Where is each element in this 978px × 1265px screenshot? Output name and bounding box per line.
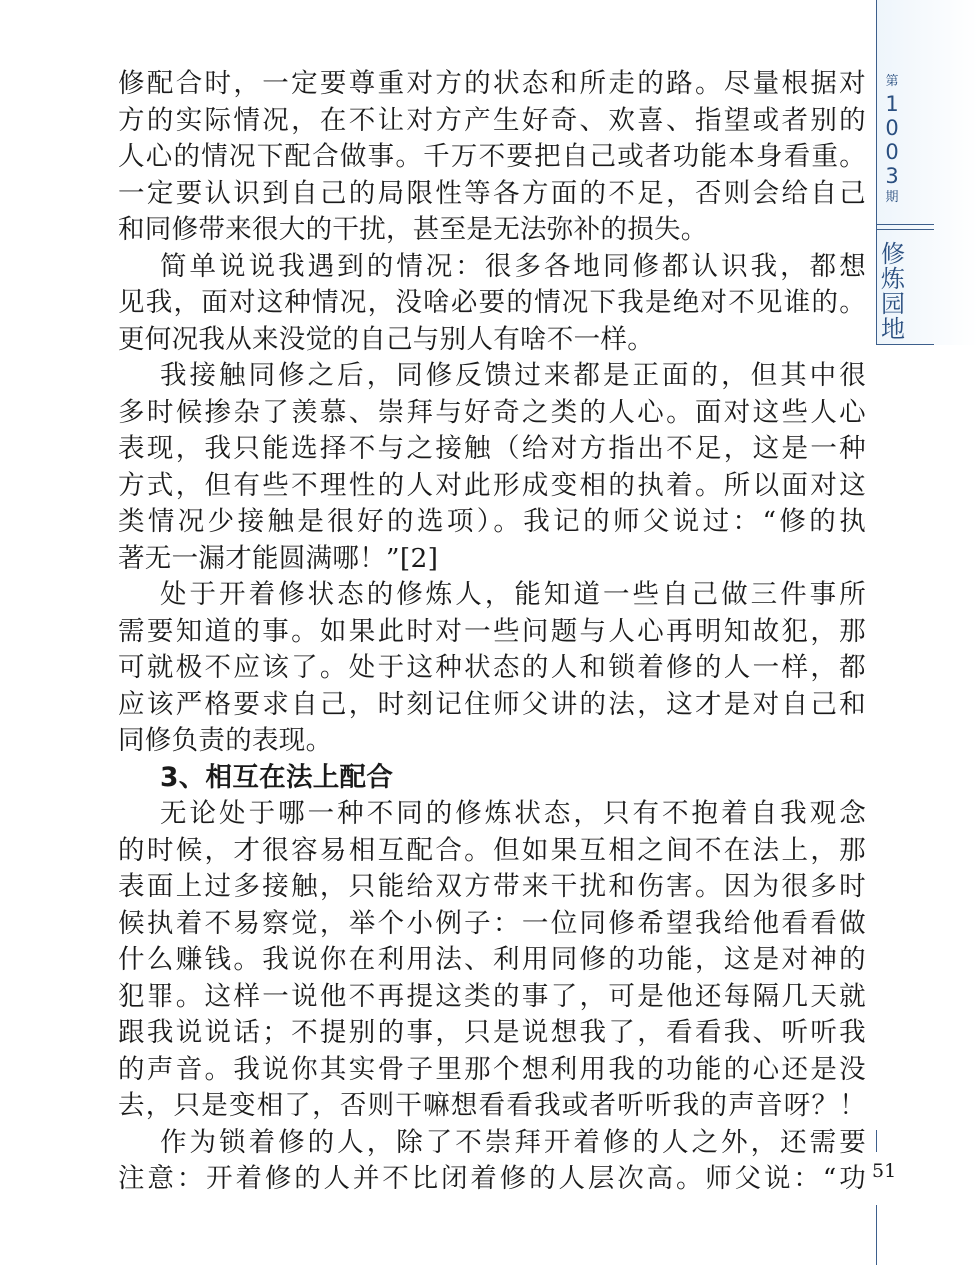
section-char: 园 xyxy=(881,290,905,318)
text-line: 可就极不应该了。处于这种状态的人和锁着修的人一样，都 xyxy=(118,652,866,683)
text-line: 类情况少接触是很好的选项）。我记的师父说过：“修的执 xyxy=(118,506,866,537)
text-line: 和同修带来很大的干扰，甚至是无法弥补的损失。 xyxy=(118,214,708,245)
text-line: 去，只是变相了，否则干嘛想看看我或者听听我的声音呀？！ xyxy=(118,1090,866,1121)
section-char: 地 xyxy=(881,315,905,343)
text-line: 什么赚钱。我说你在利用法、利用同修的功能，这是对神的 xyxy=(118,944,866,975)
sidebar-rule-bottom xyxy=(876,1205,877,1265)
text-line: 方的实际情况，在不让对方产生好奇、欢喜、指望或者别的 xyxy=(118,104,866,136)
issue-number xyxy=(878,72,906,208)
issue-digit: 3 xyxy=(885,164,899,188)
text-line: 多时候掺杂了羡慕、崇拜与好奇之类的人心。面对这些人心 xyxy=(118,396,866,428)
text-line: 的时候，才很容易相互配合。但如果互相之间不在法上，那 xyxy=(118,834,866,866)
issue-suffix: 期 xyxy=(885,190,899,205)
text-line: 作为锁着修的人，除了不崇拜开着修的人之外，还需要 xyxy=(160,1126,866,1158)
section-char: 修 xyxy=(881,240,905,268)
article-body xyxy=(118,66,866,1198)
section-heading: 3、相互在法上配合 xyxy=(160,761,394,793)
text-line: 注意：开着修的人并不比闭着修的人层次高。师父说：“功 xyxy=(118,1163,866,1194)
text-line: 方式，但有些不理性的人对此形成变相的执着。所以面对这 xyxy=(118,469,866,501)
text-line: 我接触同修之后，同修反馈过来都是正面的，但其中很 xyxy=(160,360,866,391)
text-line: 表现，我只能选择不与之接触（给对方指出不足，这是一种 xyxy=(118,433,866,464)
text-line: 应该严格要求自己，时刻记住师父讲的法，这才是对自己和 xyxy=(118,688,866,720)
text-line: 同修负责的表现。 xyxy=(118,725,333,756)
text-line: 修配合时，一定要尊重对方的状态和所走的路。尽量根据对 xyxy=(118,68,866,99)
sidebar-divider xyxy=(876,229,934,230)
text-line: 见我，面对这种情况，没啥必要的情况下我是绝对不见谁的。 xyxy=(118,287,866,318)
text-line: 处于开着修状态的修炼人，能知道一些自己做三件事所 xyxy=(160,579,866,610)
issue-digit: 1 xyxy=(885,92,899,116)
section-title xyxy=(878,242,908,342)
sidebar-rule xyxy=(876,0,877,345)
text-line: 候执着不易察觉，举个小例子：一位同修希望我给他看看做 xyxy=(118,907,866,939)
issue-digit: 0 xyxy=(885,116,899,140)
text-line: 一定要认识到自己的局限性等各方面的不足，否则会给自己 xyxy=(118,177,866,209)
text-line: 跟我说说话；不提别的事，只是说想我了，看看我、听听我 xyxy=(118,1017,866,1048)
text-line: 犯罪。这样一说他不再提这类的事了，可是他还每隔几天就 xyxy=(118,980,866,1012)
text-line: 更何况我从来没觉的自己与别人有啥不一样。 xyxy=(118,323,654,355)
text-line: 无论处于哪一种不同的修炼状态，只有不抱着自我观念 xyxy=(160,798,866,829)
sidebar-divider xyxy=(876,344,934,345)
text-line: 需要知道的事。如果此时对一些问题与人心再明知故犯，那 xyxy=(118,615,866,647)
text-line: 人心的情况下配合做事。千万不要把自己或者功能本身看重。 xyxy=(118,141,866,172)
page-number: 51 xyxy=(872,1160,897,1182)
issue-digit: 0 xyxy=(885,140,899,164)
sidebar-divider xyxy=(876,224,934,225)
text-line: 著无一漏才能圆满哪！”[2] xyxy=(118,542,439,574)
text-line: 表面上过多接触，只能给双方带来干扰和伤害。因为很多时 xyxy=(118,871,866,902)
section-char: 炼 xyxy=(881,265,905,293)
text-line: 简单说说我遇到的情况：很多各地同修都认识我，都想 xyxy=(160,250,866,282)
text-line: 的声音。我说你其实骨子里那个想利用我的功能的心还是没 xyxy=(118,1053,866,1085)
issue-prefix: 第 xyxy=(885,74,899,89)
sidebar-rule-lower xyxy=(876,1130,877,1152)
